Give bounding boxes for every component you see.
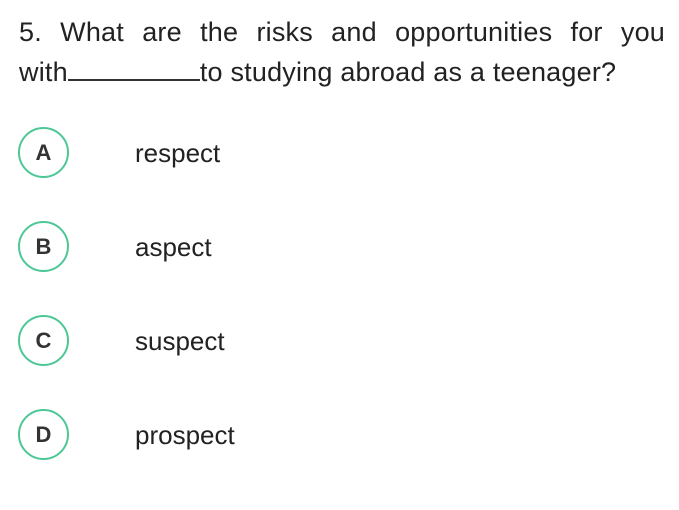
option-a-text[interactable]: respect [135, 138, 221, 168]
option-c[interactable] [18, 315, 618, 367]
question-prefix: with [19, 57, 68, 87]
option-a-badge[interactable]: A [18, 127, 69, 178]
option-c-text[interactable]: suspect [135, 326, 225, 356]
option-d-text[interactable]: prospect [135, 420, 235, 450]
option-b-text[interactable]: aspect [135, 232, 212, 262]
question-line-1: 5. What are the risks and opportunities for you [19, 17, 665, 47]
option-b-badge[interactable]: B [18, 221, 69, 272]
option-b[interactable] [18, 221, 618, 273]
option-c-badge[interactable]: C [18, 315, 69, 366]
question-line-2 [19, 52, 665, 92]
option-d-badge[interactable]: D [18, 409, 69, 460]
option-d[interactable] [18, 409, 618, 461]
option-a[interactable] [18, 127, 618, 179]
answer-blank [68, 57, 200, 81]
question-suffix: to studying abroad as a teenager? [199, 57, 617, 87]
question-text [19, 12, 665, 92]
